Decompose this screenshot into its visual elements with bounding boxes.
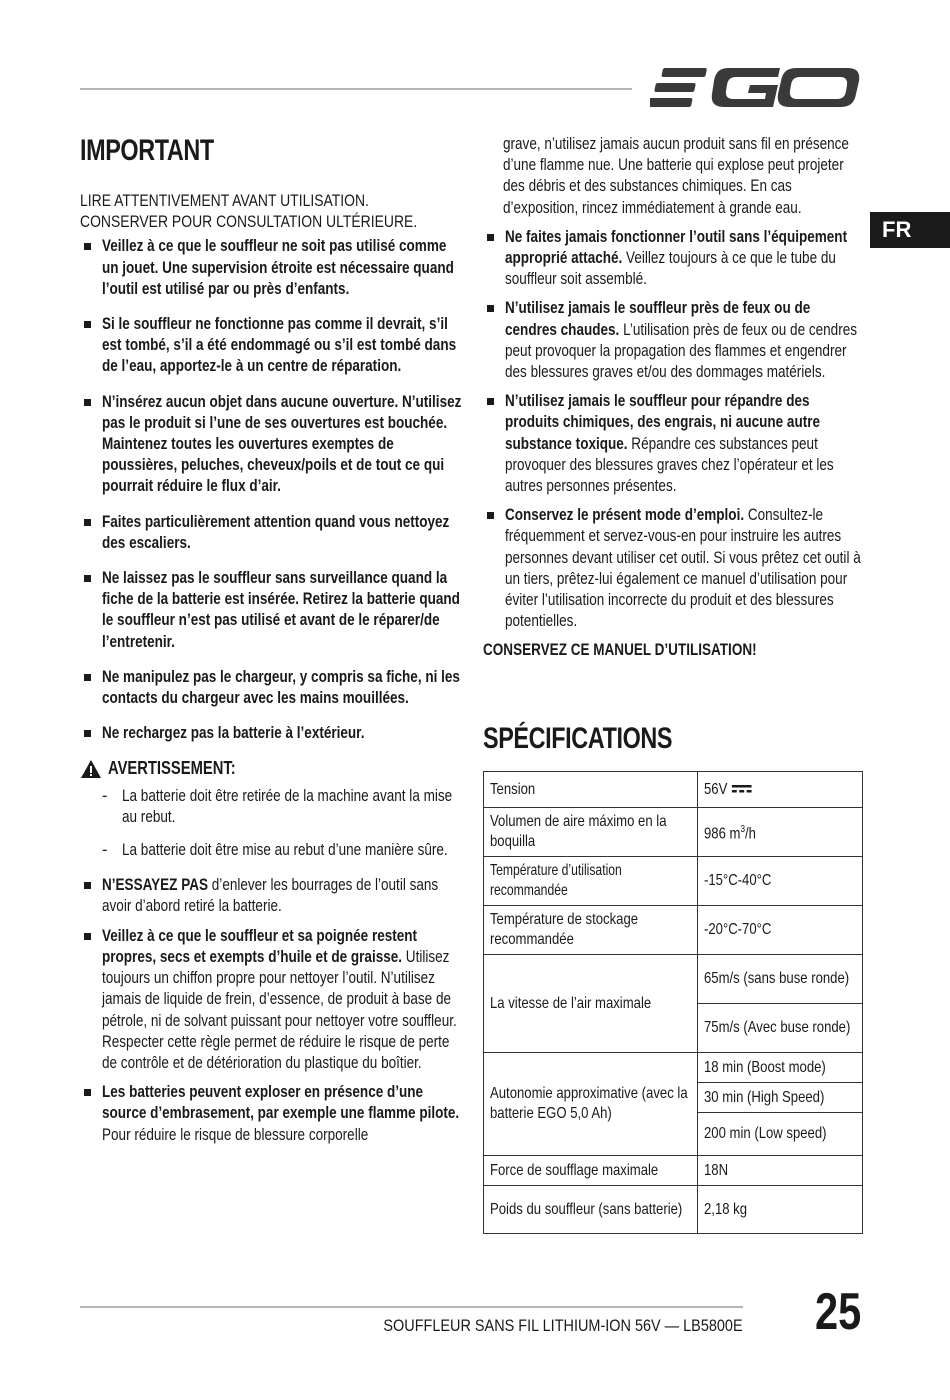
spec-label: Température d’utilisation recommandée — [484, 857, 698, 906]
dc-current-icon — [731, 783, 752, 795]
warning-header — [80, 758, 462, 779]
language-tab: FR — [870, 212, 950, 248]
safety-list-2 — [80, 875, 462, 1145]
list-item: N’ESSAYEZ PAS d’enlever les bourrages de l’outil sans avoir d’abord retiré la batterie. — [80, 875, 462, 917]
list-item: Les batteries peuvent exploser en présence d’une source d’embrasement, par exemple une flamme pilote. Pour réduire le risque de blessure corporelle — [80, 1082, 462, 1146]
list-item: Si le souffleur ne fonctionne pas comme il devrait, s’il est tombé, s’il a été endommagé ou s’il est tombé dans de l’eau, apportez-le à un centre de réparation. — [80, 314, 462, 378]
specifications-table — [483, 771, 863, 1234]
spec-value: 18N — [698, 1156, 863, 1186]
table-row — [484, 1156, 863, 1186]
spec-label: Température de stockage recommandée — [484, 906, 698, 955]
right-column — [483, 134, 865, 662]
table-row — [484, 808, 863, 857]
warning-item: - La batterie doit être retirée de la machine avant la mise au rebut. — [80, 786, 462, 828]
table-row — [484, 1186, 863, 1234]
table-row — [484, 772, 863, 808]
read-carefully-line: LIRE ATTENTIVEMENT AVANT UTILISATION. — [80, 191, 369, 210]
list-item: Ne faites jamais fonctionner l’outil sans l’équipement approprié attaché. Veillez toujours à ce que le tube du souffleur soit assemblé. — [483, 227, 865, 291]
list-item: Ne manipulez pas le chargeur, y compris sa fiche, ni les contacts du chargeur avec les mains mouillées. — [80, 667, 462, 709]
list-item: N’utilisez jamais le souffleur près de feux ou de cendres chaudes. L’utilisation près de feux ou de cendres peut provoquer la propagation des flammes et engendrer des blessures graves et/ou des dommages matériels. — [483, 298, 865, 383]
keep-manual-note: CONSERVEZ CE MANUEL D’UTILISATION! — [483, 641, 757, 660]
list-item: N’insérez aucun objet dans aucune ouverture. N’utilisez pas le produit si l’une de ses ouvertures est bouchée. Maintenez toutes les ouvertures exemptes de poussières, peluches, cheveux/poils et de tout ce qui pourrait réduire le flux d’air. — [80, 392, 462, 498]
spec-value: -15°C-40°C — [698, 857, 863, 906]
list-item: Conservez le présent mode d’emploi. Consultez-le fréquemment et servez-vous-en pour instruire les autres personnes devant utiliser cet outil. Si vous prêtez cet outil à un tiers, prêtez-lui également ce manuel d’utilisation pour éviter l’utilisation incorrecte du produit et des blessures potentielles. — [483, 505, 865, 632]
spec-value: -20°C-70°C — [698, 906, 863, 955]
list-item: Ne rechargez pas la batterie à l’extérieur. — [80, 723, 462, 744]
spec-value: 200 min (Low speed) — [698, 1113, 863, 1156]
continuation-text: grave, n’utilisez jamais aucun produit sans fil en présence d’une flamme nue. Une batterie qui explose peut projeter des débris et des substances chimiques. En cas d’exposition, rincez immédiatement à grande eau. — [503, 135, 849, 217]
warning-triangle-icon — [80, 759, 102, 779]
spec-value: 986 $m^3/h$ — [698, 808, 863, 857]
safety-list-1 — [80, 236, 462, 744]
spec-label: Poids du souffleur (sans batterie) — [484, 1186, 698, 1234]
keep-for-reference-line: CONSERVER POUR CONSULTATION ULTÉRIEURE. — [80, 212, 418, 232]
footer-rule — [80, 1306, 743, 1308]
ego-logo — [650, 64, 862, 112]
table-row — [484, 1053, 863, 1083]
spec-label: Tension — [484, 772, 698, 808]
spec-label: Volumen de aire máximo en la boquilla — [484, 808, 698, 857]
table-row — [484, 955, 863, 1004]
footer-title: SOUFFLEUR SANS FIL LITHIUM-ION 56V — LB5800E — [383, 1316, 743, 1335]
table-row — [484, 857, 863, 906]
list-item: Veillez à ce que le souffleur et sa poignée restent propres, secs et exempts d’huile et de graisse. Utilisez toujours un chiffon propre pour nettoyer l’outil. N’utilisez jamais de liquide de frein, d’essence, de produit à base de pétrole, ni de solvant puissant pour nettoyer votre souffleur. Respecter cette règle permet de réduire le risque de perte de contrôle et de détérioration du plastique du boîtier. — [80, 926, 462, 1074]
spec-label: La vitesse de l’air maximale — [484, 955, 698, 1053]
spec-value: 56V — [698, 772, 863, 808]
left-column — [80, 190, 462, 1146]
important-heading: IMPORTANT — [80, 134, 214, 167]
spec-value: 75m/s (Avec buse ronde) — [698, 1004, 863, 1053]
page-number: 25 — [815, 1283, 862, 1341]
list-item: N’utilisez jamais le souffleur pour répandre des produits chimiques, des engrais, ni aucune autre substance toxique. Répandre ces substances peut provoquer des blessures graves chez l’opérateur et les autres personnes présentes. — [483, 391, 865, 497]
table-row — [484, 906, 863, 955]
spec-label: Autonomie approximative (avec la batterie EGO 5,0 Ah) — [484, 1053, 698, 1156]
warning-item: - La batterie doit être mise au rebut d’une manière sûre. — [80, 840, 462, 861]
warning-label: AVERTISSEMENT: — [108, 758, 236, 779]
spec-value: 18 min (Boost mode) — [698, 1053, 863, 1083]
list-item: Veillez à ce que le souffleur ne soit pas utilisé comme un jouet. Une supervision étroite est nécessaire quand l’outil est utilisé par ou près d’enfants. — [80, 236, 462, 300]
spec-value: 2,18 kg — [698, 1186, 863, 1234]
spec-label: Force de soufflage maximale — [484, 1156, 698, 1186]
list-item: Faites particulièrement attention quand vous nettoyez des escaliers. — [80, 512, 462, 554]
safety-list-3 — [483, 227, 865, 633]
list-item: Ne laissez pas le souffleur sans surveillance quand la fiche de la batterie est insérée. Retirez la batterie quand le souffleur n’est pas utilisé et avant de le réparer/de l’entretenir. — [80, 568, 462, 653]
spec-value: 65m/s (sans buse ronde) — [698, 955, 863, 1004]
header-rule — [80, 88, 632, 90]
specifications-heading: SPÉCIFICATIONS — [483, 722, 673, 755]
spec-value: 30 min (High Speed) — [698, 1083, 863, 1113]
